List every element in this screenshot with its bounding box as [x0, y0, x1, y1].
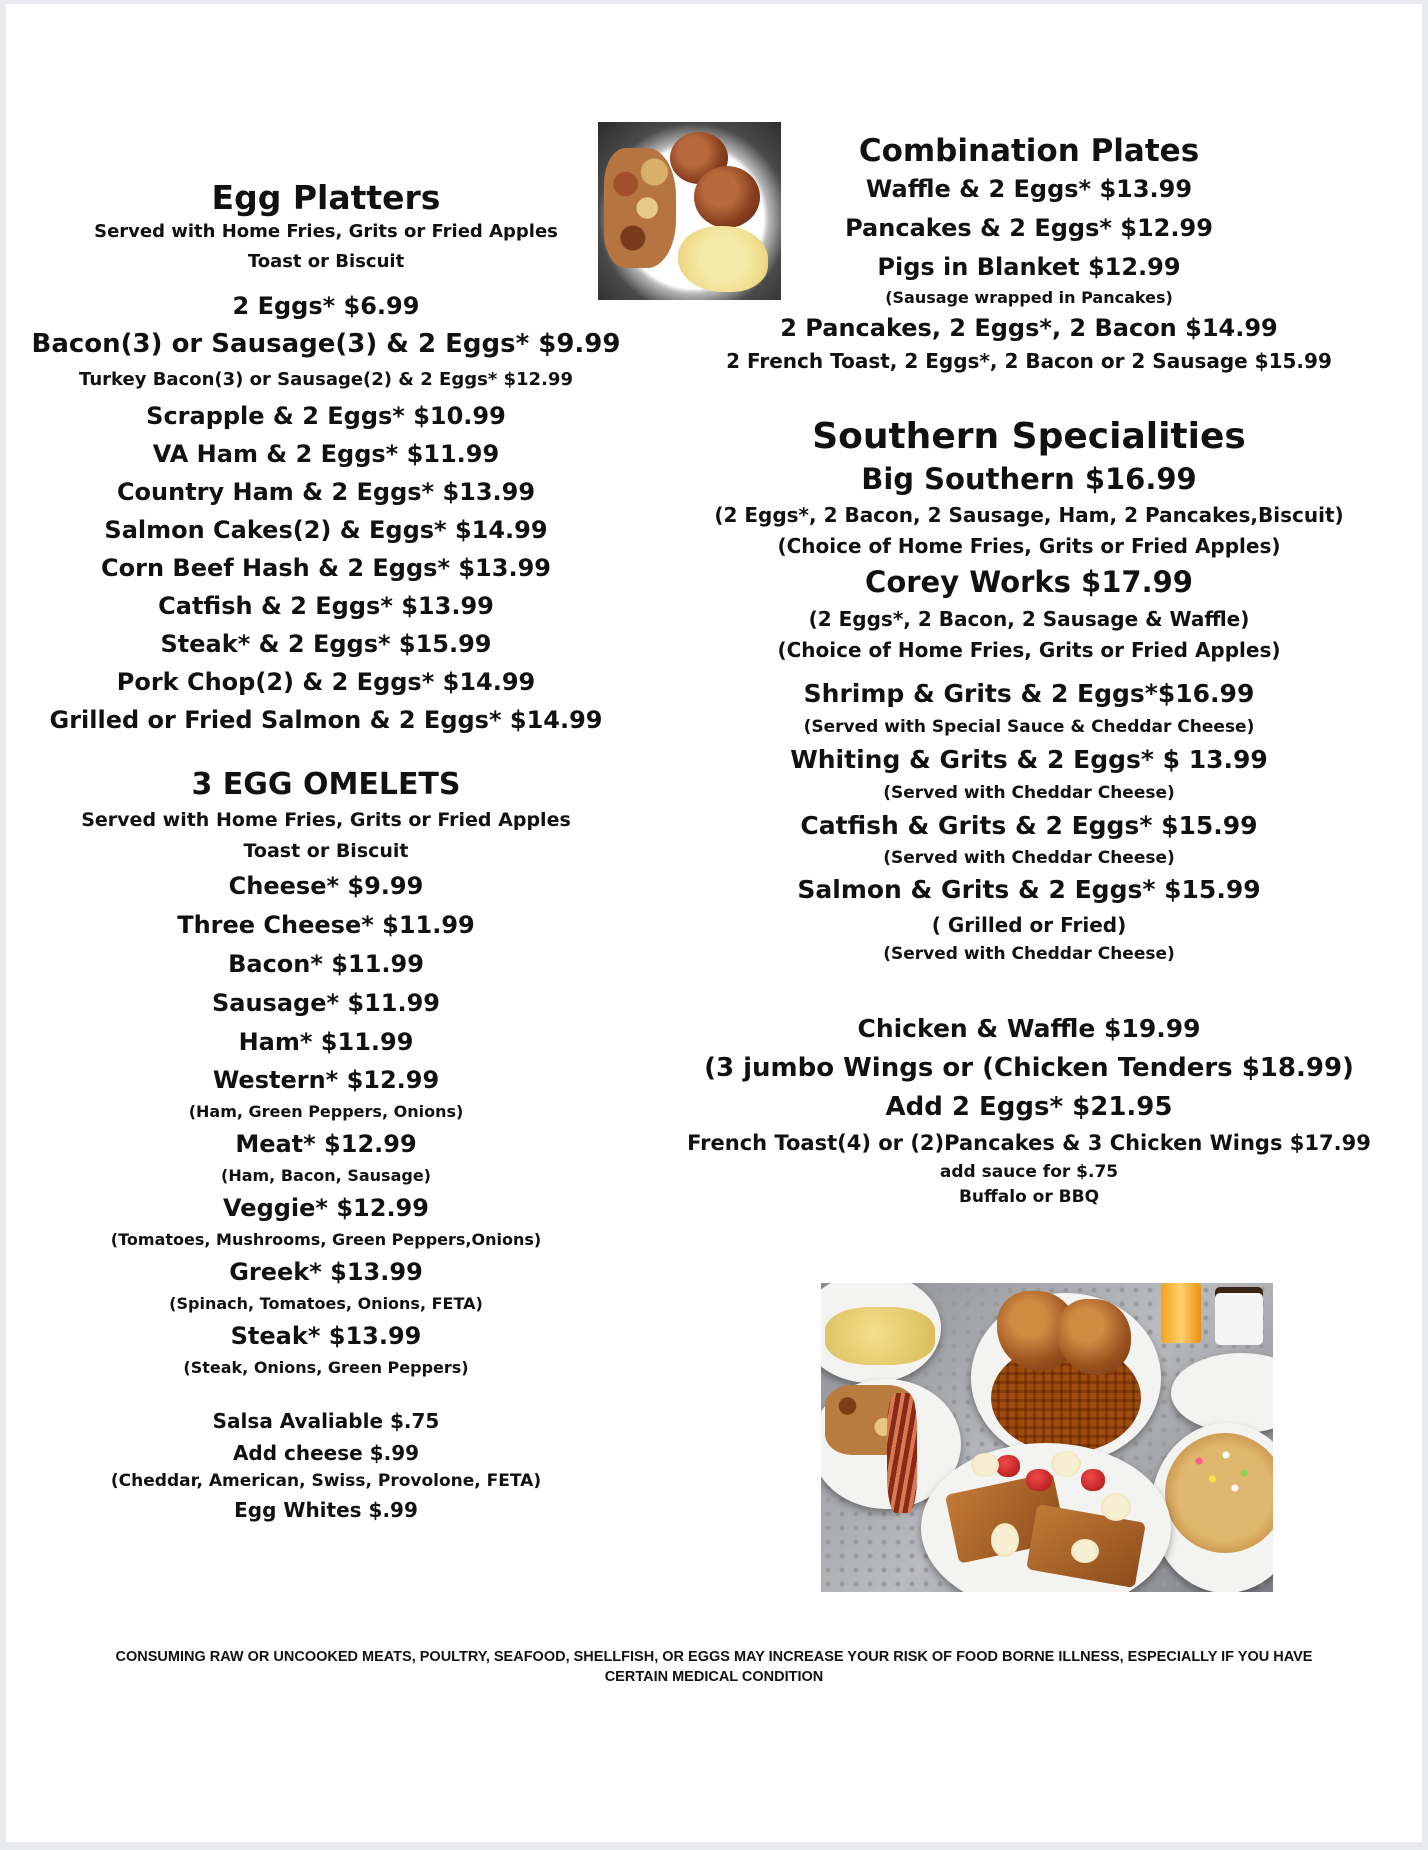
salsa-note: Salsa Avaliable $.75	[212, 1409, 440, 1433]
sauce-note: add sauce for $.75	[939, 1162, 1119, 1182]
southern-item: Salmon & Grits & 2 Eggs* $15.99	[797, 875, 1261, 904]
bacon	[887, 1393, 917, 1513]
chicken-waffle-item: Add 2 Eggs* $21.95	[885, 1092, 1173, 1122]
menu-item: 2 Eggs* $6.99	[232, 292, 420, 320]
menu-item: Turkey Bacon(3) or Sausage(2) & 2 Eggs* $12.99	[79, 369, 573, 390]
egg-whites-note: Egg Whites $.99	[234, 1498, 418, 1522]
strawberry	[1081, 1469, 1105, 1491]
omelet-item: Western* $12.99	[212, 1066, 440, 1094]
omelet-item: Veggie* $12.99	[223, 1194, 429, 1222]
cheese-options: (Cheddar, American, Swiss, Provolone, FETA)	[110, 1471, 542, 1491]
southern-specialities-title: Southern Specialities	[812, 416, 1246, 457]
southern-note: (Served with Cheddar Cheese)	[883, 944, 1175, 964]
omelets-subtitle: Served with Home Fries, Grits or Fried Apples	[81, 809, 571, 831]
menu-item: Corn Beef Hash & 2 Eggs* $13.99	[101, 554, 551, 582]
egg-platters-subtitle: Toast or Biscuit	[247, 251, 405, 272]
combo-item: Pancakes & 2 Eggs* $12.99	[845, 214, 1213, 242]
combo-item: 2 Pancakes, 2 Eggs*, 2 Bacon $14.99	[780, 314, 1278, 342]
menu-item: Bacon(3) or Sausage(3) & 2 Eggs* $9.99	[31, 329, 621, 359]
southern-note: (Served with Cheddar Cheese)	[883, 783, 1175, 803]
southern-description: (Choice of Home Fries, Grits or Fried Apples)	[777, 638, 1281, 662]
southern-item: Shrimp & Grits & 2 Eggs*$16.99	[803, 679, 1255, 708]
combo-item: Waffle & 2 Eggs* $13.99	[865, 175, 1193, 203]
banana-slice	[1101, 1493, 1131, 1521]
add-cheese-note: Add cheese $.99	[232, 1441, 420, 1465]
southern-note: (Served with Special Sauce & Cheddar Cheese)	[803, 717, 1255, 737]
omelet	[825, 1307, 935, 1365]
left-column	[6, 178, 646, 1525]
omelets-title: 3 EGG OMELETS	[191, 767, 461, 802]
banana-slice	[991, 1523, 1019, 1557]
omelet-item: Ham* $11.99	[238, 1028, 414, 1056]
combination-plates-title: Combination Plates	[858, 133, 1200, 169]
right-column	[636, 132, 1422, 1209]
chicken-waffle-item: French Toast(4) or (2)Pancakes & 3 Chicken Wings $17.99	[687, 1131, 1371, 1155]
omelet-description: (Spinach, Tomatoes, Onions, FETA)	[169, 1294, 483, 1313]
southern-description: (Choice of Home Fries, Grits or Fried Apples)	[777, 534, 1281, 558]
omelet-item: Greek* $13.99	[229, 1258, 423, 1286]
plate	[1171, 1353, 1273, 1433]
strawberry	[1026, 1469, 1052, 1491]
food-safety-disclaimer	[6, 1647, 1422, 1687]
menu-page	[6, 4, 1422, 1842]
chicken-waffle-item: (3 jumbo Wings or (Chicken Tenders $18.99)	[704, 1053, 1354, 1083]
southern-item: Catfish & Grits & 2 Eggs* $15.99	[800, 811, 1258, 840]
strawberry	[996, 1455, 1020, 1477]
omelet-item: Three Cheese* $11.99	[177, 911, 475, 939]
breakfast-spread-photo	[821, 1283, 1273, 1592]
menu-item: Steak* & 2 Eggs* $15.99	[160, 630, 492, 658]
omelet-description: (Steak, Onions, Green Peppers)	[183, 1358, 469, 1377]
southern-item: Big Southern $16.99	[861, 462, 1197, 496]
southern-item: Whiting & Grits & 2 Eggs* $ 13.99	[790, 745, 1268, 774]
omelet-description: (Ham, Bacon, Sausage)	[221, 1166, 431, 1185]
disclaimer-line: CONSUMING RAW OR UNCOOKED MEATS, POULTRY, SEAFOOD, SHELLFISH, OR EGGS MAY INCREASE YOUR RISK OF FOOD BORNE ILLNESS, ESPECIALLY IF YOU HAVE	[115, 1649, 1313, 1665]
menu-item: Catfish & 2 Eggs* $13.99	[158, 592, 494, 620]
egg-platters-subtitle: Served with Home Fries, Grits or Fried Apples	[94, 221, 558, 242]
menu-item: Salmon Cakes(2) & Eggs* $14.99	[104, 516, 548, 544]
omelet-description: (Ham, Green Peppers, Onions)	[188, 1102, 464, 1121]
omelet-item: Cheese* $9.99	[228, 872, 424, 900]
southern-item: Corey Works $17.99	[865, 565, 1193, 599]
combo-item: Pigs in Blanket $12.99	[877, 253, 1181, 281]
menu-item: VA Ham & 2 Eggs* $11.99	[152, 440, 500, 468]
southern-description: (2 Eggs*, 2 Bacon, 2 Sausage, Ham, 2 Pancakes,Biscuit)	[714, 503, 1344, 527]
southern-note: (Served with Cheddar Cheese)	[883, 848, 1175, 868]
omelet-item: Sausage* $11.99	[211, 989, 441, 1017]
sprinkles	[1181, 1443, 1271, 1503]
sauce-note: Buffalo or BBQ	[958, 1187, 1100, 1207]
menu-item: Country Ham & 2 Eggs* $13.99	[116, 478, 536, 506]
banana-slice	[1071, 1539, 1099, 1563]
banana-slice	[971, 1453, 999, 1477]
menu-item: Pork Chop(2) & 2 Eggs* $14.99	[116, 668, 536, 696]
combo-item: 2 French Toast, 2 Eggs*, 2 Bacon or 2 Sausage $15.99	[726, 349, 1332, 373]
coffee-mug	[1215, 1287, 1263, 1345]
orange-juice	[1161, 1283, 1201, 1343]
omelet-item: Steak* $13.99	[230, 1322, 422, 1350]
menu-item: Scrapple & 2 Eggs* $10.99	[146, 402, 506, 430]
southern-note: ( Grilled or Fried)	[931, 913, 1127, 937]
disclaimer-line: CERTAIN MEDICAL CONDITION	[604, 1669, 824, 1685]
egg-platters-title: Egg Platters	[211, 178, 441, 217]
omelet-description: (Tomatoes, Mushrooms, Green Peppers,Onions)	[110, 1230, 542, 1249]
menu-item: Grilled or Fried Salmon & 2 Eggs* $14.99	[49, 706, 603, 734]
omelets-subtitle: Toast or Biscuit	[243, 840, 409, 862]
southern-description: (2 Eggs*, 2 Bacon, 2 Sausage & Waffle)	[808, 607, 1250, 631]
chicken-waffle-item: Chicken & Waffle $19.99	[857, 1014, 1201, 1043]
omelet-item: Bacon* $11.99	[228, 950, 424, 978]
combo-note: (Sausage wrapped in Pancakes)	[885, 288, 1173, 307]
banana-slice	[1051, 1451, 1081, 1477]
omelet-item: Meat* $12.99	[235, 1130, 417, 1158]
